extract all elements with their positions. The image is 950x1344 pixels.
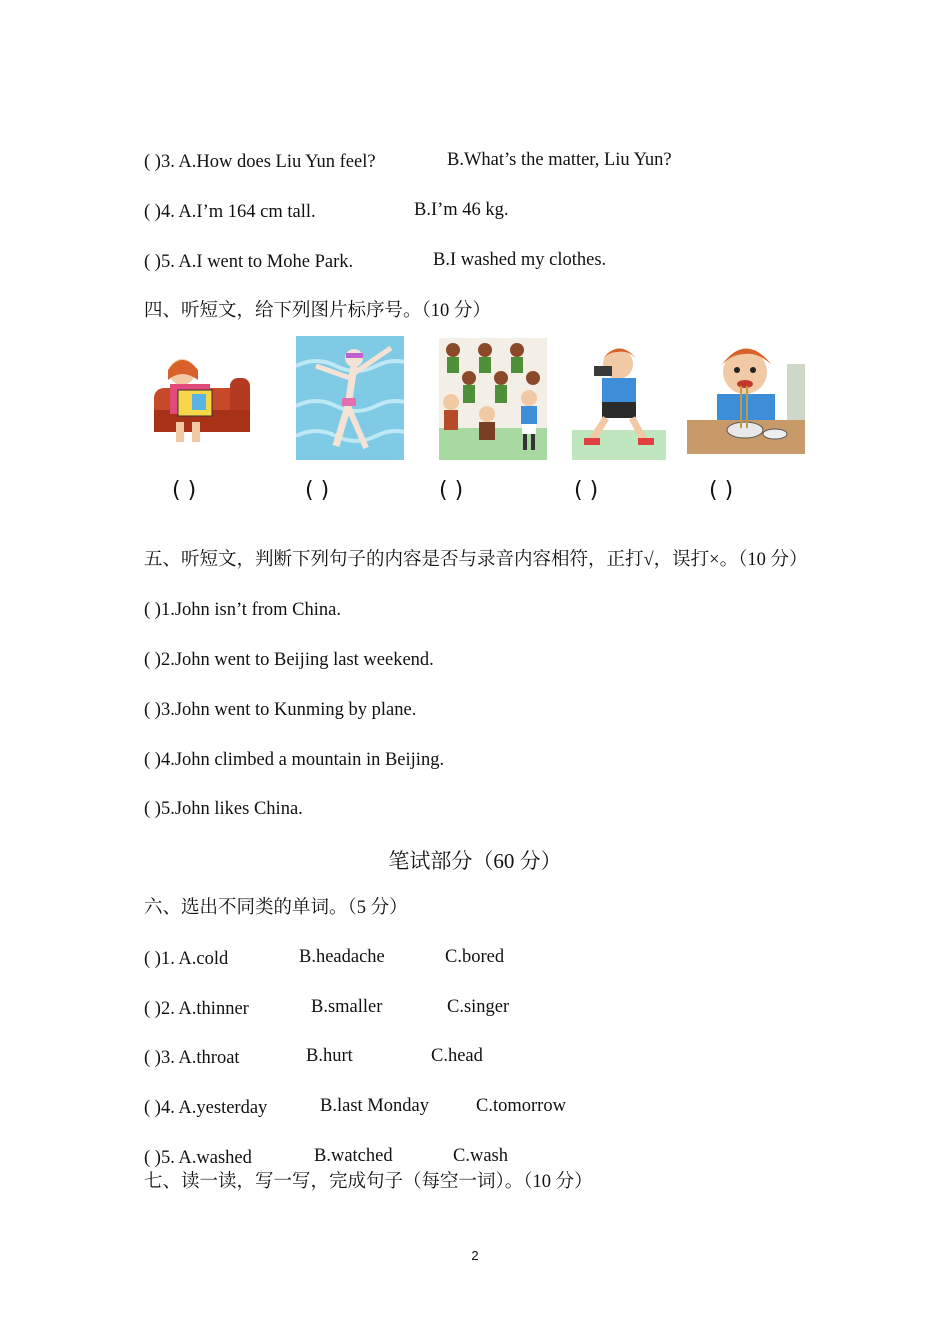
q6-4-option-c: C.tomorrow: [476, 1096, 566, 1116]
girl-reading-picture: [152, 350, 252, 448]
q6-2-option-c: C.singer: [447, 997, 510, 1017]
page-number: 2: [471, 1248, 479, 1263]
q6-3-option-c: C.head: [431, 1046, 483, 1066]
q6-3-option-b: B.hurt: [306, 1046, 353, 1066]
section7-title: 七、读一读，写一写，完成句子（每空一词）。（10 分）: [144, 1172, 593, 1192]
answer-blank-3[interactable]: ( ): [439, 478, 464, 503]
answer-blank-2[interactable]: ( ): [305, 478, 330, 503]
q6-5-option-b: B.watched: [314, 1146, 393, 1166]
section6-title: 六、选出不同类的单词。（5 分）: [144, 898, 408, 918]
photo-picture: [572, 338, 666, 460]
q6-5-option-c: C.wash: [453, 1146, 508, 1166]
written-section-title: 笔试部分（60 分）: [388, 849, 562, 873]
q6-3-prefix: ( )3. A.throat: [144, 1048, 240, 1068]
answer-blank-4[interactable]: ( ): [574, 478, 599, 503]
q6-5-prefix: ( )5. A.washed: [144, 1148, 252, 1168]
q5-2: ( )2.John went to Beijing last weekend.: [144, 650, 434, 670]
q3-4-option-b: B.I’m 46 kg.: [414, 200, 509, 220]
q3-3-option-b: B.What’s the matter, Liu Yun?: [447, 150, 672, 170]
noodles-picture: [687, 336, 805, 454]
q5-1: ( )1.John isn’t from China.: [144, 600, 341, 620]
dancing-picture: [439, 338, 547, 460]
q6-1-option-b: B.headache: [299, 947, 385, 967]
q6-4-prefix: ( )4. A.yesterday: [144, 1098, 268, 1118]
section5-title: 五、听短文，判断下列句子的内容是否与录音内容相符，正打√，误打×。（10 分）: [144, 550, 808, 570]
q6-1-option-c: C.bored: [445, 947, 505, 967]
answer-blank-5[interactable]: ( ): [709, 478, 734, 503]
q5-5: ( )5.John likes China.: [144, 799, 303, 819]
q6-2-prefix: ( )2. A.thinner: [144, 999, 249, 1019]
q3-3-prefix: ( )3. A.How does Liu Yun feel?: [144, 152, 376, 172]
q3-4-prefix: ( )4. A.I’m 164 cm tall.: [144, 202, 316, 222]
q3-5-prefix: ( )5. A.I went to Mohe Park.: [144, 252, 354, 272]
q3-5-option-b: B.I washed my clothes.: [433, 250, 607, 270]
section4-title: 四、听短文，给下列图片标序号。（10 分）: [144, 301, 491, 321]
q5-4: ( )4.John climbed a mountain in Beijing.: [144, 750, 445, 770]
q6-1-prefix: ( )1. A.cold: [144, 949, 229, 969]
q5-3: ( )3.John went to Kunming by plane.: [144, 700, 417, 720]
answer-blank-1[interactable]: ( ): [172, 478, 197, 503]
q6-2-option-b: B.smaller: [311, 997, 383, 1017]
q6-4-option-b: B.last Monday: [320, 1096, 429, 1116]
swimming-picture: [296, 336, 404, 460]
